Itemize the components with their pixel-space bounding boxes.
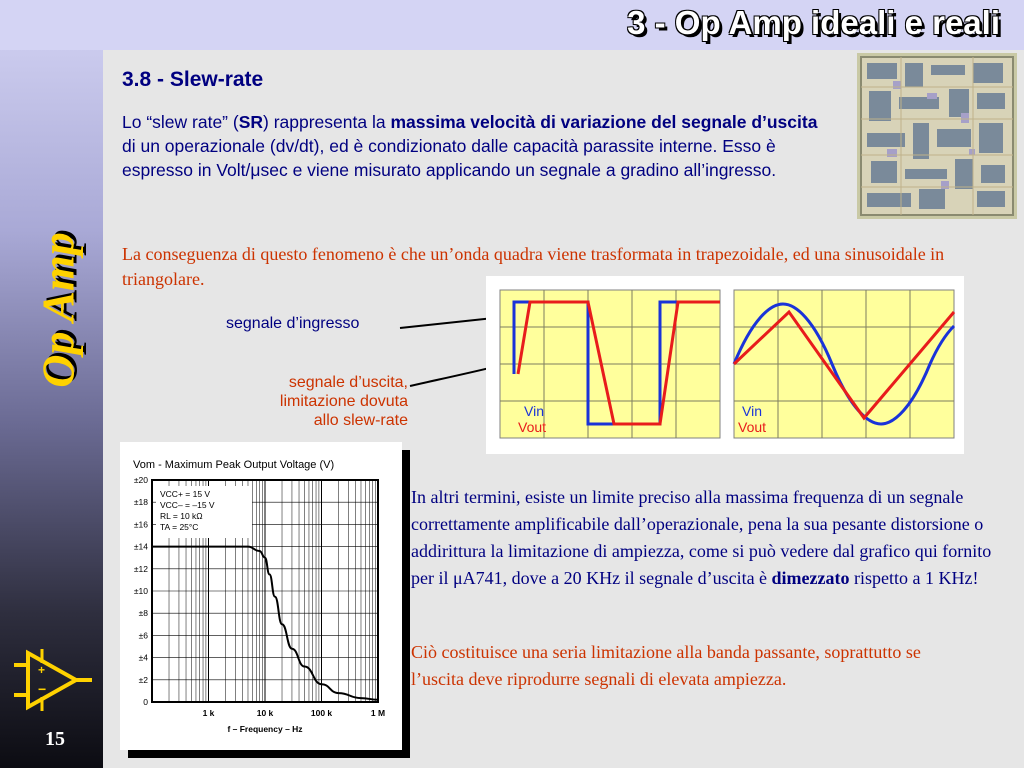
input-signal-label: segnale d’ingresso (226, 315, 360, 332)
square-scope (500, 290, 720, 438)
y-tick-label: ±6 (138, 630, 148, 641)
y-tick-label: ±10 (133, 586, 148, 596)
condition-label: VCC+ = 15 V (160, 489, 211, 499)
x-tick-label: 100 k (310, 708, 333, 718)
sine-vout-label: Vout (738, 419, 767, 435)
y-tick-label: ±4 (138, 652, 148, 663)
sine-vin-label: Vin (742, 403, 762, 419)
output-signal-label: segnale d’uscita, limitazione dovuta allo slew-rate (279, 374, 408, 429)
y-tick-label: ±18 (133, 497, 148, 508)
slide-title: 3 - Op Amp ideali e reali (627, 4, 1000, 41)
vom-frequency-chart (120, 442, 402, 750)
scope-panel (486, 276, 964, 454)
y-tick-label: 0 (143, 697, 148, 707)
x-tick-label: 1 k (202, 708, 215, 718)
y-tick-label: ±2 (138, 674, 148, 685)
x-tick-label: 1 M (370, 708, 386, 718)
intro-paragraph: Lo “slew rate” (SR) rappresenta la massima velocità di variazione del segnale d’uscita di un operazionale (dv/dt), ed è condizionato dalle capacità parassite interne. Esso è espresso in Volt/μsec e viene misurato applicando un segnale a gradino all’ingresso. (122, 112, 818, 180)
square-vin-label: Vin (524, 403, 544, 419)
square-vout-label: Vout (518, 419, 547, 435)
condition-label: TA = 25°C (160, 522, 199, 532)
y-tick-label: ±20 (133, 475, 148, 485)
y-tick-label: ±12 (133, 563, 148, 574)
sine-scope (734, 290, 954, 438)
condition-label: RL = 10 kΩ (160, 511, 203, 521)
condition-label: VCC– = –15 V (160, 500, 215, 510)
paragraph-bandwidth: In altri termini, esiste un limite preciso alla massima frequenza di un segnale correttamente amplificabile dall’operazionale, pena la sua pesante distorsione o addirittura la limitazione di ampiezza, come si può vedere dal grafico qui fornito per il μA741, dove a 20 KHz il segnale d’uscita è dimezzato rispetto a 1 KHz! (411, 487, 992, 588)
paragraph-limitation: Ciò costituisce una seria limitazione alla banda passante, soprattutto se l’uscita deve riprodurre segnali di elevata ampiezza. (411, 642, 921, 689)
brand-title: Op Amp (32, 232, 84, 388)
section-title: 3.8 - Slew-rate (122, 68, 264, 91)
consequence-text: La conseguenza di questo fenomeno è che un’onda quadra viene trasformata in trapezoidale, ed una sinusoidale in triangolare. (122, 244, 945, 289)
y-tick-label: ±8 (138, 608, 148, 619)
x-axis-label: f – Frequency – Hz (227, 724, 303, 734)
svg-text:−: − (38, 681, 47, 697)
x-tick-label: 10 k (256, 708, 274, 718)
y-tick-label: ±16 (133, 519, 148, 530)
svg-text:+: + (38, 663, 46, 677)
y-tick-label: ±14 (133, 541, 148, 552)
chart-title: Vom - Maximum Peak Output Voltage (V) (133, 459, 335, 471)
page-number: 15 (45, 728, 65, 750)
